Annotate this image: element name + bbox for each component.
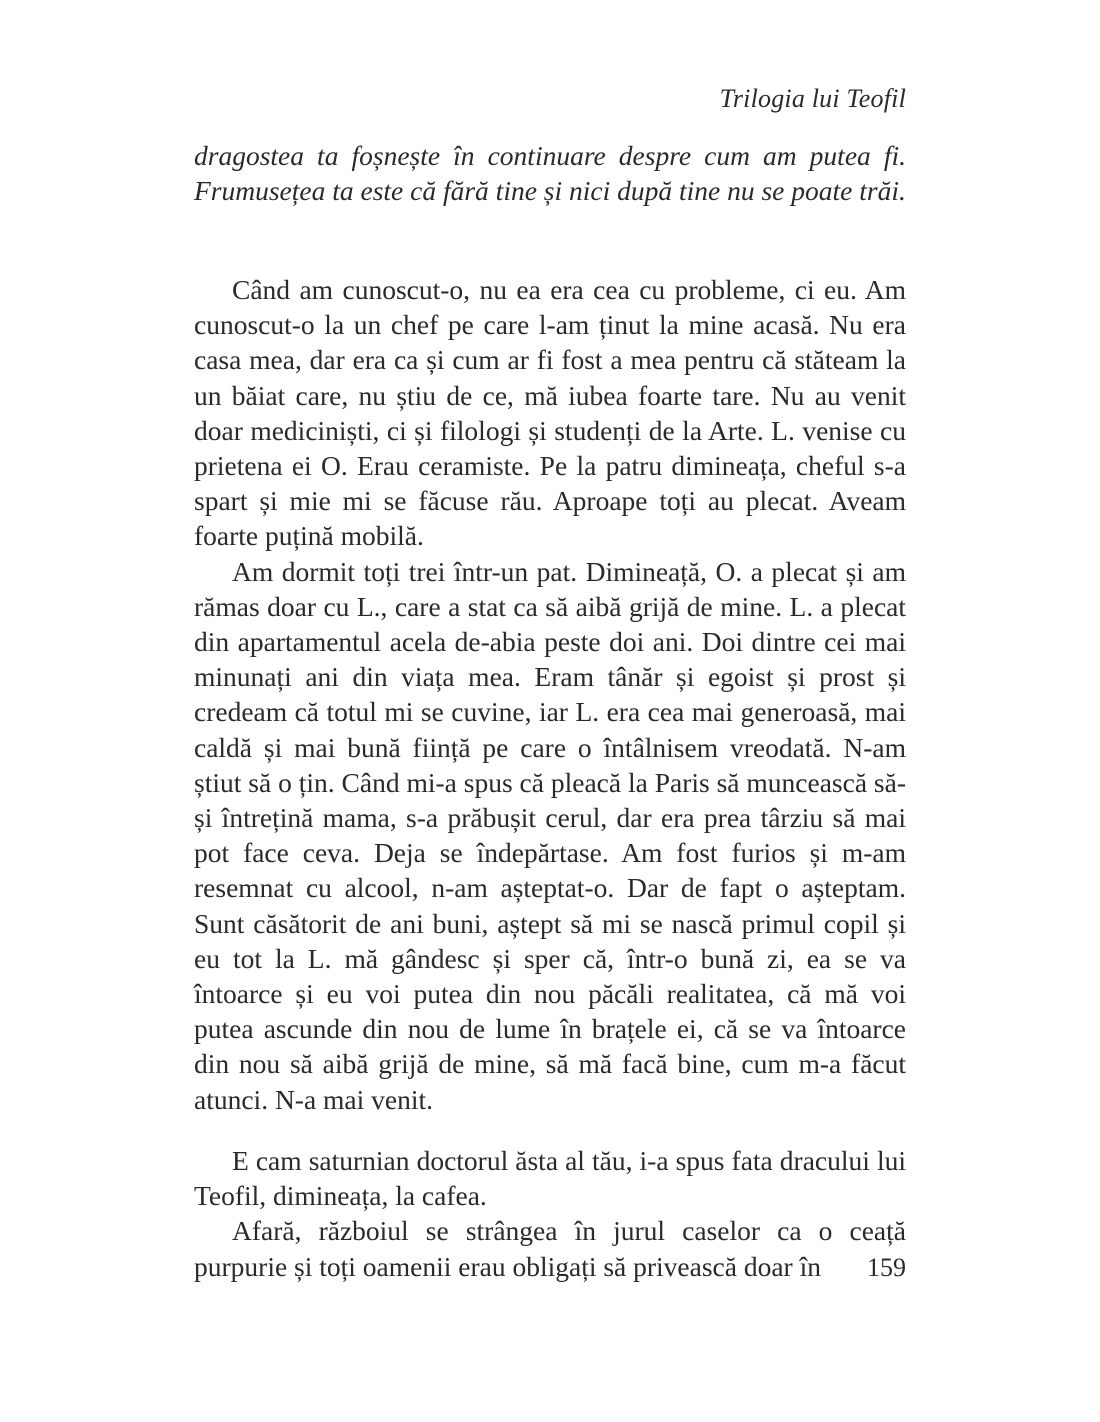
section-1 [194,272,906,1117]
running-header: Trilogia lui Teofil [719,84,906,113]
paragraph: Am dormit toți trei într-un pat. Dimineață, O. a plecat și am rămas doar cu L., care a stat ca să aibă grijă de mine. L. a plecat din apartamentul acela de-abia peste doi ani. Doi dintre cei mai minunați ani din viața mea. Eram tânăr și egoist și prost și credeam că totul mi se cuvine, iar L. era cea mai generoasă, mai caldă și mai bună ființă pe care o întâlnisem vreodată. N-am știut să o țin. Când mi-a spus că pleacă la Paris să muncească să-și întrețină mama, s-a prăbușit cerul, dar era prea târziu să mai pot face ceva. Deja se îndepărtase. Am fost furios și m-am resemnat cu alcool, n-am așteptat-o. Dar de fapt o așteptam. Sunt căsătorit de ani buni, aștept să mi se nască primul copil și eu tot la L. mă gândesc și sper că, într-o bună zi, ea se va întoarce și eu voi putea din nou păcăli realitatea, că mă voi putea ascunde din nou de lume în brațele ei, că se va întoarce din nou să aibă grijă de mine, să mă facă bine, cum m-a făcut atunci. N-a mai venit. [194,555,906,1115]
paragraph: Afară, războiul se strângea în jurul caselor ca o ceață purpurie și toți oamenii erau obligați să privească doar în [194,1215,906,1282]
paragraph: Când am cunoscut-o, nu ea era cea cu probleme, ci eu. Am cunoscut-o la un chef pe care l-am ținut la mine acasă. Nu era casa mea, dar era ca și cum ar fi fost a mea pentru că stăteam la un băiat care, nu știu de ce, mă iubea foarte tare. Nu au venit doar mediciniști, ci și filologi și studenți de la Arte. L. venise cu prietena ei O. Erau ceramiste. Pe la patru dimineața, cheful s-a spart și mie mi se făcuse rău. Aproape toți au plecat. Aveam foarte puțină mobilă. [194,274,906,552]
italic-paragraph: dragostea ta foșnește în continuare despre cum am putea fi. Frumusețea ta este că fără tine și nici după tine nu se poate trăi. [194,140,906,207]
page-number: 159 [867,1253,906,1282]
italic-passage [194,138,906,208]
paragraph: E cam saturnian doctorul ăsta al tău, i-a spus fata dracului lui Teofil, dimineața, la cafea. [194,1145,906,1212]
section-2 [194,1143,906,1284]
